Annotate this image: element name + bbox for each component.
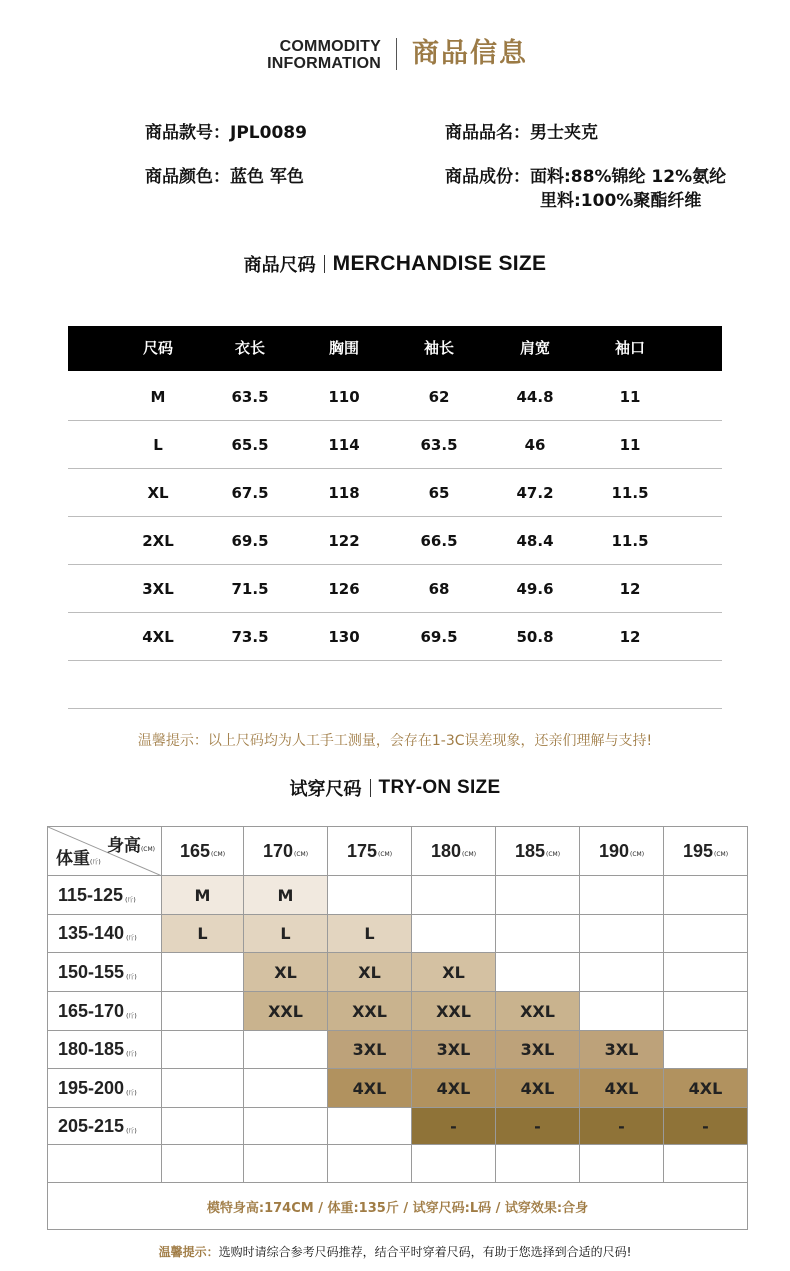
size-recommendation-cell — [162, 1069, 244, 1108]
weight-row-header — [48, 1069, 162, 1108]
size-recommendation-cell: XL — [412, 953, 496, 992]
height-header-cell — [412, 827, 496, 876]
col-header-length: 衣长 — [234, 339, 266, 357]
cell-shoulder: 48.4 — [516, 532, 554, 550]
size-recommendation-cell: 4XL — [580, 1069, 664, 1108]
weight-row-header — [48, 1031, 162, 1069]
size-recommendation-cell: - — [580, 1108, 664, 1145]
cell-cuff: 11 — [619, 436, 641, 454]
size-recommendation-cell: 3XL — [412, 1031, 496, 1069]
size-recommendation-cell — [580, 876, 664, 915]
weight-value: 135-140 — [58, 923, 125, 943]
cell-sleeve: 62 — [428, 388, 450, 406]
weight-row-header — [48, 992, 162, 1031]
size-recommendation-cell — [664, 876, 747, 915]
weight-value: 180-185 — [58, 1039, 125, 1059]
height-unit: (CM) — [545, 850, 561, 858]
size-recommendation-cell — [162, 992, 244, 1031]
size-recommendation-cell — [580, 953, 664, 992]
size-recommendation-cell: 4XL — [412, 1069, 496, 1108]
size-recommendation-cell — [664, 992, 747, 1031]
cell-cuff: 11.5 — [611, 532, 649, 550]
cell-size: 2XL — [142, 532, 174, 550]
cell-sleeve: 69.5 — [420, 628, 458, 646]
empty-row-cell — [48, 1145, 162, 1183]
empty-row-cell — [496, 1145, 580, 1183]
merchandise-size-title — [0, 251, 790, 277]
cell-chest: 130 — [328, 628, 360, 646]
cell-cuff: 12 — [619, 628, 641, 646]
weight-unit: (斤) — [126, 1051, 137, 1058]
cell-cuff: 12 — [619, 580, 641, 598]
height-value: 195 — [682, 840, 713, 861]
weight-value: 205-215 — [58, 1115, 125, 1136]
size-recommendation-cell — [244, 1069, 328, 1108]
size-recommendation-cell — [664, 953, 747, 992]
size-recommendation-cell — [664, 915, 747, 953]
size-recommendation-cell: XXL — [412, 992, 496, 1031]
cell-length: 71.5 — [231, 580, 269, 598]
weight-row-header — [48, 915, 162, 953]
table-row — [68, 469, 722, 517]
cell-shoulder: 46 — [524, 436, 546, 454]
weight-axis-label — [56, 844, 101, 869]
weight-unit: (斤) — [126, 1012, 137, 1020]
product-name: 商品品名：男士夹克 — [445, 123, 598, 143]
weight-unit: (斤) — [126, 1127, 137, 1135]
corner-header-cell — [48, 827, 162, 876]
weight-value: 115-125 — [58, 884, 124, 905]
bottom-tip-label: 温馨提示： — [158, 1245, 219, 1259]
size-recommendation-cell: - — [412, 1108, 496, 1145]
size-recommendation-cell — [162, 953, 244, 992]
size-recommendation-cell: XXL — [328, 992, 412, 1031]
height-value: 185 — [514, 840, 545, 861]
size-recommendation-cell: M — [244, 876, 328, 915]
size-recommendation-cell — [580, 992, 664, 1031]
size-recommendation-cell — [496, 915, 580, 953]
cell-chest: 126 — [328, 580, 360, 598]
col-header-shoulder: 肩宽 — [519, 339, 551, 357]
size-recommendation-cell — [162, 1031, 244, 1069]
cell-shoulder: 49.6 — [516, 580, 554, 598]
product-composition: 商品成份：面料:88%锦纶 12%氨纶 — [445, 167, 727, 187]
cell-shoulder: 50.8 — [516, 628, 554, 646]
size-recommendation-cell — [244, 1031, 328, 1069]
table-row — [68, 565, 722, 613]
header-title-en — [236, 38, 381, 72]
bottom-tip — [0, 1243, 790, 1260]
size-recommendation-cell: 3XL — [496, 1031, 580, 1069]
height-value: 170 — [262, 840, 293, 861]
empty-row-cell — [412, 1145, 496, 1183]
height-value: 165 — [179, 840, 210, 861]
height-header-cell — [664, 827, 747, 876]
table-row — [68, 373, 722, 421]
weight-unit: (斤) — [90, 859, 101, 866]
height-header-cell — [328, 827, 412, 876]
size-recommendation-cell — [412, 876, 496, 915]
size-recommendation-cell: L — [244, 915, 328, 953]
size-recommendation-cell — [496, 876, 580, 915]
height-header-cell — [162, 827, 244, 876]
header-title-en-line2: INFORMATION — [267, 55, 381, 72]
weight-label: 体重 — [56, 849, 90, 869]
weight-row-header — [48, 1108, 162, 1145]
empty-row-cell — [162, 1145, 244, 1183]
size-recommendation-cell: L — [328, 915, 412, 953]
height-value: 190 — [598, 840, 629, 861]
cell-length: 63.5 — [231, 388, 269, 406]
height-unit: (CM) — [377, 850, 393, 858]
height-value: 175 — [346, 840, 377, 861]
weight-unit: (斤) — [126, 1089, 137, 1097]
tryon-title-divider — [370, 779, 371, 797]
height-unit: (CM) — [461, 850, 477, 858]
col-header-cuff: 袖口 — [614, 339, 646, 357]
height-unit: (CM) — [140, 846, 155, 853]
measurement-note: 温馨提示：以上尺码均为人工手工测量，会存在1-3C误差现象，还亲们理解与支持! — [137, 733, 653, 749]
tryon-title-en: TRY-ON SIZE — [378, 777, 501, 798]
height-header-cell — [244, 827, 328, 876]
cell-cuff: 11 — [619, 388, 641, 406]
weight-value: 150-155 — [58, 961, 125, 982]
height-unit: (CM) — [629, 850, 645, 858]
table-row-empty — [68, 661, 722, 709]
size-recommendation-cell — [244, 1108, 328, 1145]
size-recommendation-cell — [412, 915, 496, 953]
size-title-en: MERCHANDISE SIZE — [332, 252, 547, 275]
size-recommendation-cell — [328, 876, 412, 915]
cell-size: 4XL — [142, 628, 174, 646]
height-value: 180 — [430, 840, 461, 861]
col-header-size: 尺码 — [142, 339, 174, 357]
commodity-info-header — [0, 36, 790, 76]
cell-size: L — [153, 436, 163, 454]
empty-row-cell — [244, 1145, 328, 1183]
product-color: 商品颜色：蓝色 军色 — [145, 167, 304, 187]
cell-chest: 114 — [328, 436, 360, 454]
table-row — [68, 421, 722, 469]
cell-sleeve: 63.5 — [420, 436, 458, 454]
empty-row-cell — [328, 1145, 412, 1183]
size-recommendation-cell — [496, 953, 580, 992]
cell-size: XL — [147, 484, 169, 502]
cell-size: 3XL — [142, 580, 174, 598]
size-recommendation-cell: XL — [244, 953, 328, 992]
weight-value: 165-170 — [58, 1000, 125, 1021]
height-unit: (CM) — [210, 850, 226, 858]
table-row — [68, 517, 722, 565]
cell-sleeve: 66.5 — [420, 532, 458, 550]
cell-length: 67.5 — [231, 484, 269, 502]
size-recommendation-cell: XXL — [496, 992, 580, 1031]
size-recommendation-cell: XXL — [244, 992, 328, 1031]
size-recommendation-cell: 4XL — [664, 1069, 747, 1108]
weight-unit: (斤) — [126, 973, 137, 981]
size-recommendation-cell: L — [162, 915, 244, 953]
size-title-divider — [324, 255, 325, 273]
height-unit: (CM) — [713, 850, 729, 858]
empty-row-cell — [664, 1145, 747, 1183]
cell-length: 73.5 — [231, 628, 269, 646]
table-row — [68, 613, 722, 661]
size-title-cn: 商品尺码 — [243, 255, 316, 276]
header-divider — [396, 38, 397, 70]
cell-chest: 122 — [328, 532, 360, 550]
size-recommendation-cell — [328, 1108, 412, 1145]
weight-unit: (斤) — [126, 935, 137, 942]
size-recommendation-cell: M — [162, 876, 244, 915]
size-recommendation-cell: 3XL — [580, 1031, 664, 1069]
size-recommendation-cell — [162, 1108, 244, 1145]
height-unit: (CM) — [293, 850, 309, 858]
size-recommendation-cell: 4XL — [496, 1069, 580, 1108]
size-table-header — [68, 326, 722, 371]
height-axis-label — [107, 831, 155, 856]
cell-cuff: 11.5 — [611, 484, 649, 502]
height-label: 身高 — [106, 836, 141, 856]
empty-row-cell — [580, 1145, 664, 1183]
model-info-note: 模特身高:174CM / 体重:135斤 / 试穿尺码:L码 / 试穿效果:合身 — [206, 1200, 589, 1216]
cell-sleeve: 68 — [428, 580, 450, 598]
bottom-tip-text: 选购时请综合参考尺码推荐，结合平时穿着尺码，有助于您选择到合适的尺码! — [218, 1245, 632, 1259]
size-recommendation-cell: XL — [328, 953, 412, 992]
size-recommendation-cell: - — [664, 1108, 747, 1145]
weight-row-header — [48, 876, 162, 915]
height-header-cell — [496, 827, 580, 876]
cell-length: 65.5 — [231, 436, 269, 454]
cell-shoulder: 47.2 — [516, 484, 554, 502]
header-title-en-line1: COMMODITY — [279, 38, 381, 55]
col-header-sleeve: 袖长 — [423, 339, 455, 357]
tryon-title-cn: 试穿尺码 — [289, 779, 362, 800]
weight-unit: (斤) — [125, 896, 136, 904]
size-recommendation-cell — [580, 915, 664, 953]
weight-value: 195-200 — [58, 1077, 125, 1098]
cell-sleeve: 65 — [428, 484, 450, 502]
cell-chest: 110 — [328, 388, 360, 406]
tryon-size-table — [47, 826, 748, 1230]
height-header-cell — [580, 827, 664, 876]
cell-size: M — [150, 388, 166, 406]
size-recommendation-cell — [664, 1031, 747, 1069]
weight-row-header — [48, 953, 162, 992]
cell-shoulder: 44.8 — [516, 388, 554, 406]
header-title-cn: 商品信息 — [412, 38, 528, 69]
size-recommendation-cell: 4XL — [328, 1069, 412, 1108]
tryon-size-title — [0, 775, 790, 801]
size-recommendation-cell: - — [496, 1108, 580, 1145]
col-header-chest: 胸围 — [328, 339, 360, 357]
size-recommendation-cell: 3XL — [328, 1031, 412, 1069]
cell-length: 69.5 — [231, 532, 269, 550]
cell-chest: 118 — [328, 484, 360, 502]
product-lining: 里料:100%聚酯纤维 — [540, 191, 702, 211]
style-number: 商品款号：JPL0089 — [145, 123, 307, 143]
